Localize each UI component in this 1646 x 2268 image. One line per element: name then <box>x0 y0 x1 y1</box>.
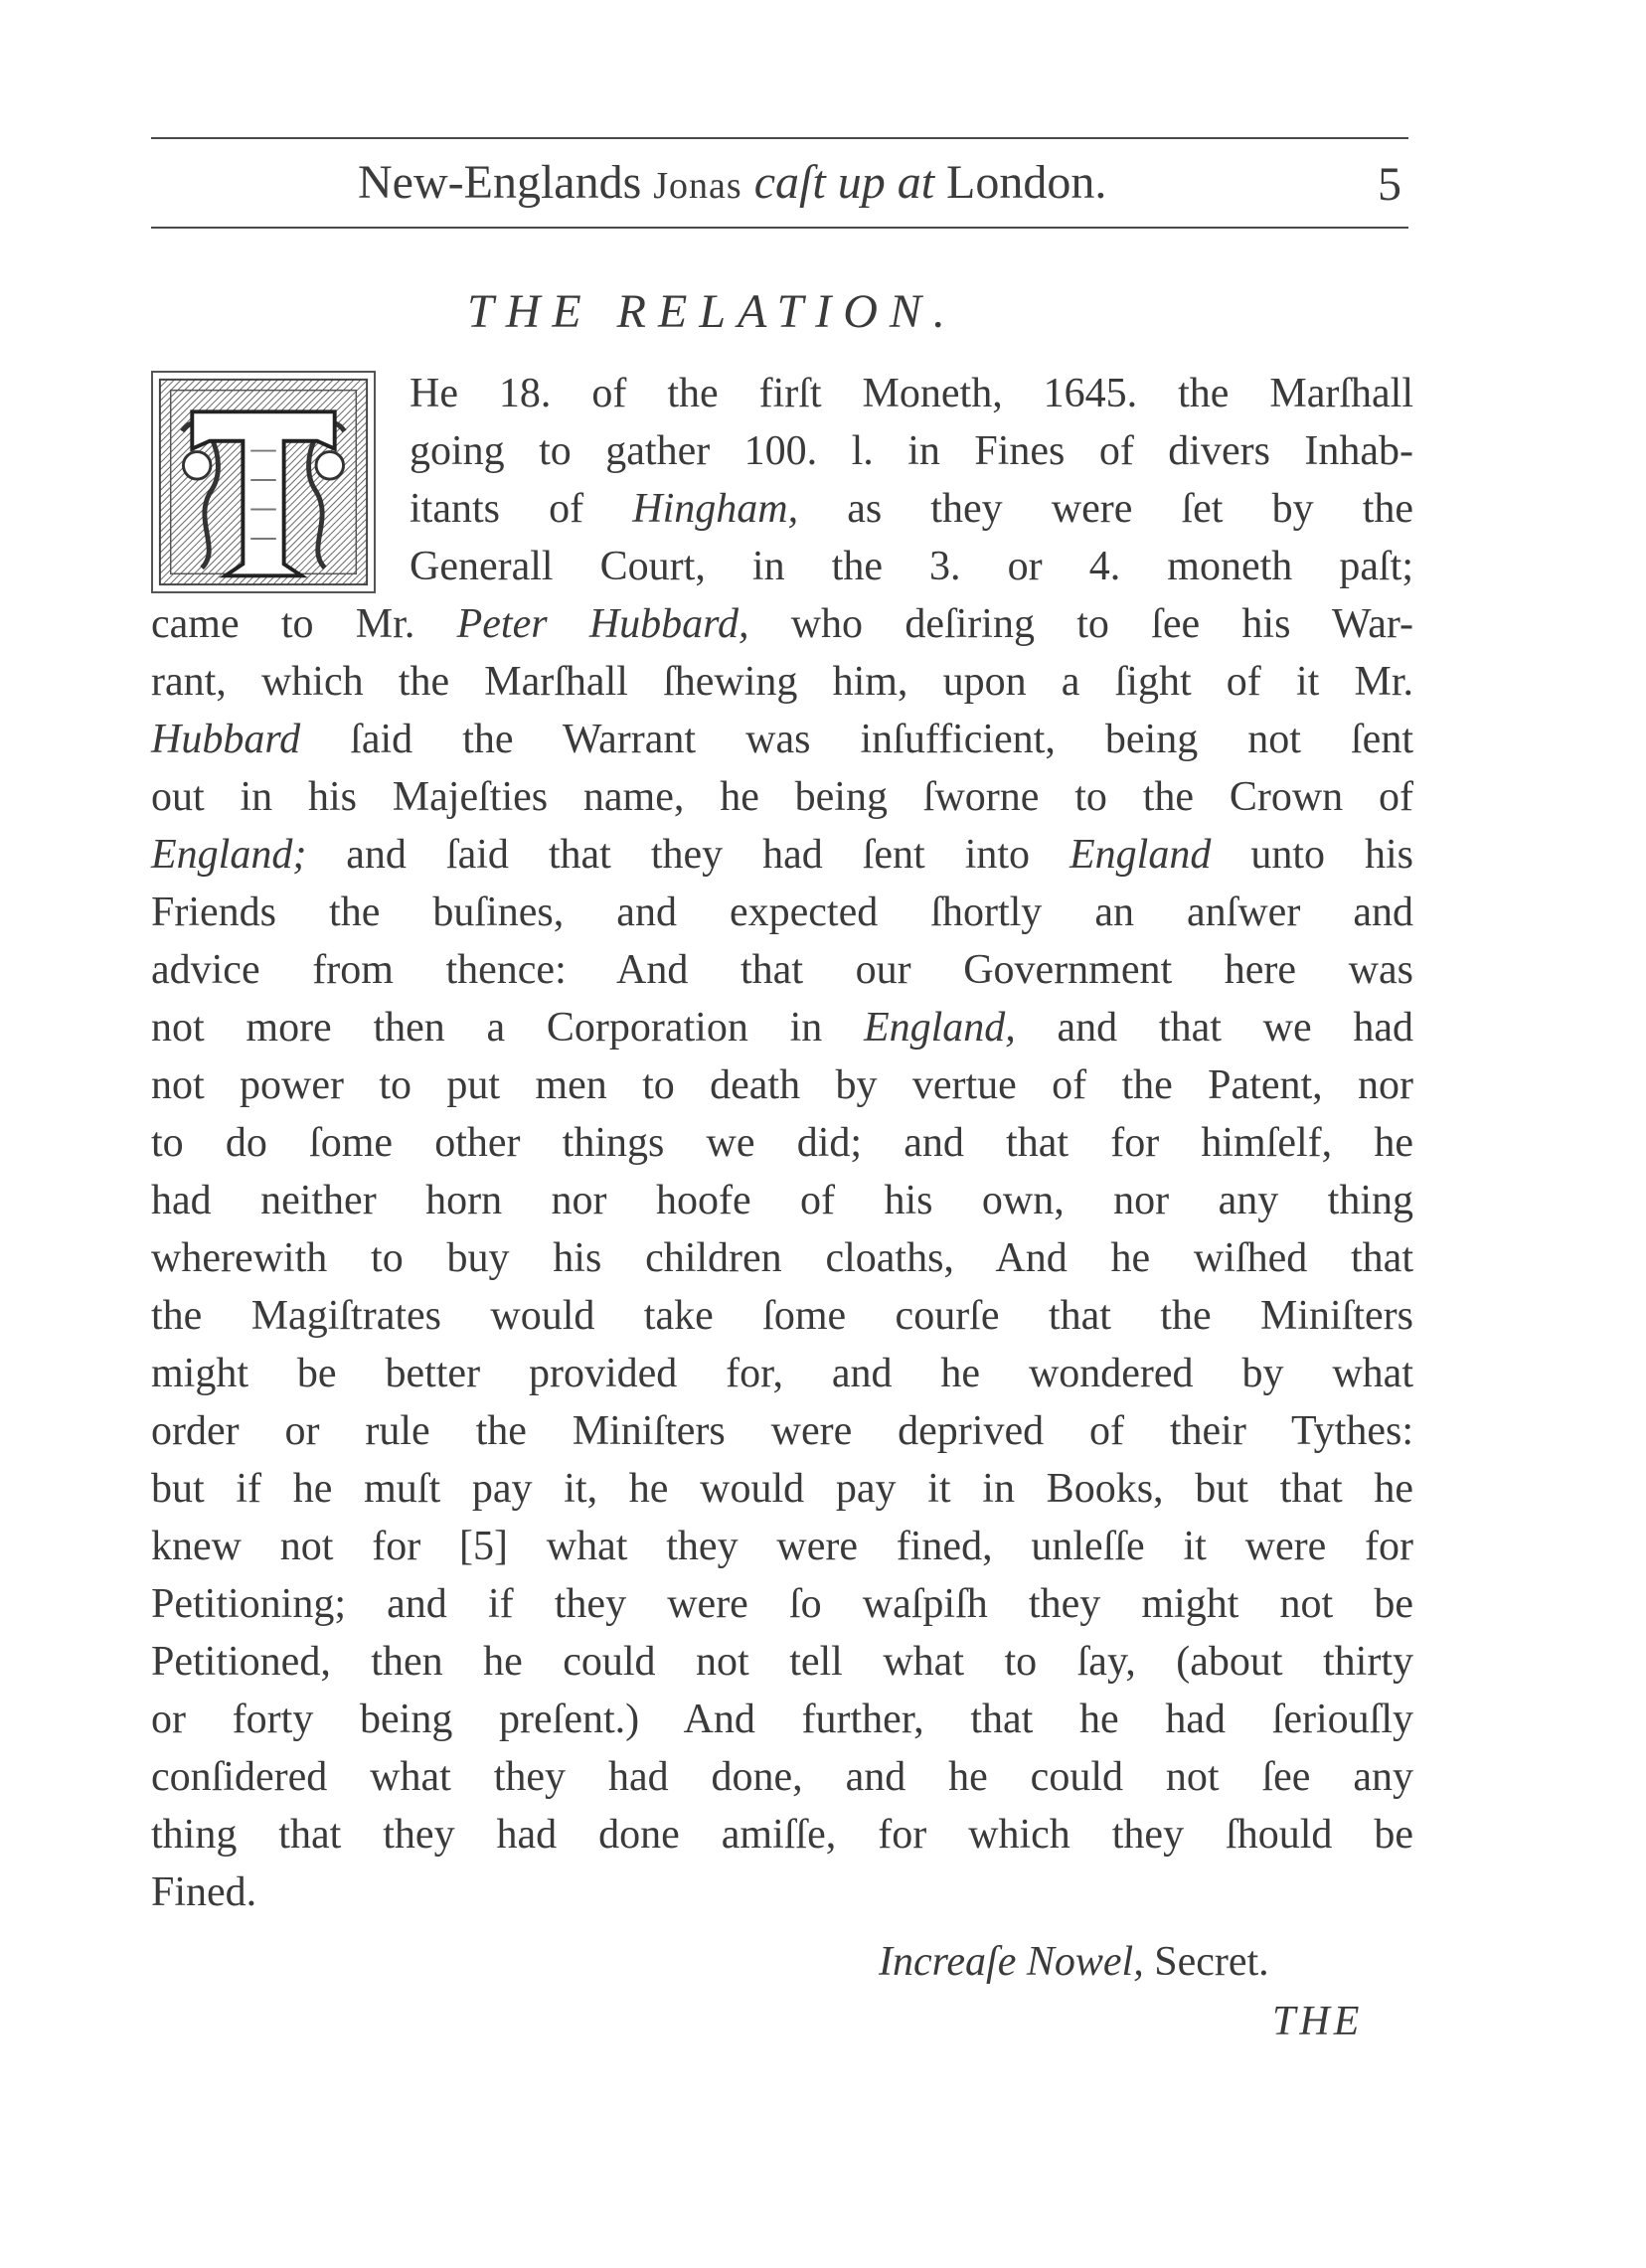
text-line <box>151 1809 1413 1861</box>
text-span: going to gather 100. l. in Fines of divers Inhab- <box>410 428 1413 474</box>
signature <box>879 1936 1269 1988</box>
text-line <box>151 887 1413 938</box>
drop-cap-ornament <box>151 371 376 593</box>
running-head-part: London. <box>934 156 1107 209</box>
text-line <box>151 656 1413 708</box>
text-italic: England; <box>151 832 307 878</box>
text-span: but if he muſt pay it, he would pay it in Books, but that he <box>151 1466 1413 1512</box>
text-span: Fined. <box>151 1869 257 1915</box>
text-line <box>151 1232 1413 1284</box>
text-span: to do ſome other things we did; and that for himſelf, he <box>151 1120 1413 1166</box>
text-line <box>151 1175 1413 1226</box>
text-span: not power to put men to death by vertue of the Patent, nor <box>151 1062 1413 1108</box>
text-line <box>410 483 1413 535</box>
text-span: came to Mr. <box>151 601 457 647</box>
text-span: might be better provided for, and he wondered by what <box>151 1351 1413 1396</box>
signature-role: Secret. <box>1143 1939 1269 1985</box>
text-italic: Hubbard <box>151 717 301 762</box>
text-span: or forty being preſent.) And further, that he had ſeriouſly <box>151 1697 1413 1742</box>
text-line <box>151 598 1413 650</box>
text-line <box>151 1463 1413 1515</box>
text-span: who deſiring to ſee his War- <box>748 601 1413 647</box>
text-line <box>151 829 1413 881</box>
running-head-smallcaps: Jonas <box>653 165 742 207</box>
text-line <box>151 1117 1413 1169</box>
text-line <box>151 1290 1413 1342</box>
text-line <box>410 425 1413 477</box>
text-line <box>151 1002 1413 1053</box>
text-line <box>410 368 1413 419</box>
text-line <box>151 1521 1413 1572</box>
text-span: ſaid the Warrant was inſufficient, being not ſent <box>300 717 1413 762</box>
running-head-part: New-Englands <box>358 156 654 209</box>
text-line <box>151 1636 1413 1688</box>
text-span: knew not for [5] what they were fined, unleſſe it were for <box>151 1524 1413 1569</box>
running-head-space <box>742 156 754 209</box>
signature-name: Increaſe Nowel, <box>879 1939 1144 1985</box>
text-span: Petitioned, then he could not tell what to ſay, (about thirty <box>151 1639 1413 1685</box>
text-span: conſidered what they had done, and he could not ſee any <box>151 1754 1413 1800</box>
text-span: out in his Majeſties name, he being ſworne to the Crown of <box>151 774 1413 820</box>
text-span: the Magiſtrates would take ſome courſe that the Miniſters <box>151 1293 1413 1339</box>
page-number: 5 <box>1378 158 1401 211</box>
text-line <box>151 1348 1413 1399</box>
text-line <box>151 714 1413 765</box>
text-span: itants of <box>410 486 633 532</box>
running-head <box>358 153 1106 216</box>
text-span: had neither horn nor hoofe of his own, nor any thing <box>151 1178 1413 1223</box>
text-span: as they were ſet by the <box>798 486 1414 532</box>
text-span: order or rule the Miniſters were deprived of their Tythes: <box>151 1408 1413 1454</box>
text-line <box>151 1751 1413 1803</box>
text-span: and that we had <box>1015 1005 1413 1051</box>
text-span: advice from thence: And that our Government here was <box>151 947 1413 993</box>
text-span: wherewith to buy his children cloaths, And he wiſhed that <box>151 1235 1413 1281</box>
text-line <box>151 1405 1413 1457</box>
text-italic: England, <box>863 1005 1016 1051</box>
text-italic: Peter Hubbard, <box>456 601 749 647</box>
text-span: rant, which the Marſhall ſhewing him, upon a ſight of it Mr. <box>151 659 1413 705</box>
text-line <box>151 944 1413 996</box>
ornament-icon <box>153 373 374 591</box>
text-span: Generall Court, in the 3. or 4. moneth paſt; <box>410 544 1413 589</box>
header-rule-bottom <box>151 227 1408 229</box>
text-italic: Hingham, <box>632 486 799 532</box>
text-span: and ſaid that they had ſent into <box>306 832 1070 878</box>
text-span: thing that they had done amiſſe, for which they ſhould be <box>151 1812 1413 1858</box>
header-rule-top <box>151 137 1408 139</box>
catchword: THE <box>1272 1999 1364 2044</box>
running-head-italic: caſt up at <box>753 156 935 209</box>
text-line <box>151 1866 1413 1918</box>
text-line <box>151 1059 1413 1111</box>
text-italic: England <box>1070 832 1212 878</box>
text-span: Friends the buſines, and expected ſhortly an anſwer and <box>151 890 1413 935</box>
text-span: He 18. of the firſt Moneth, 1645. the Marſhall <box>410 371 1413 416</box>
text-line <box>410 541 1413 592</box>
text-line <box>151 1578 1413 1630</box>
text-span: not more then a Corporation in <box>151 1005 864 1051</box>
text-line <box>151 771 1413 823</box>
text-line <box>151 1694 1413 1745</box>
text-span: unto his <box>1211 832 1414 878</box>
text-span: Petitioning; and if they were ſo waſpiſh they might not be <box>151 1581 1413 1627</box>
section-title: THE RELATION. <box>467 285 957 338</box>
